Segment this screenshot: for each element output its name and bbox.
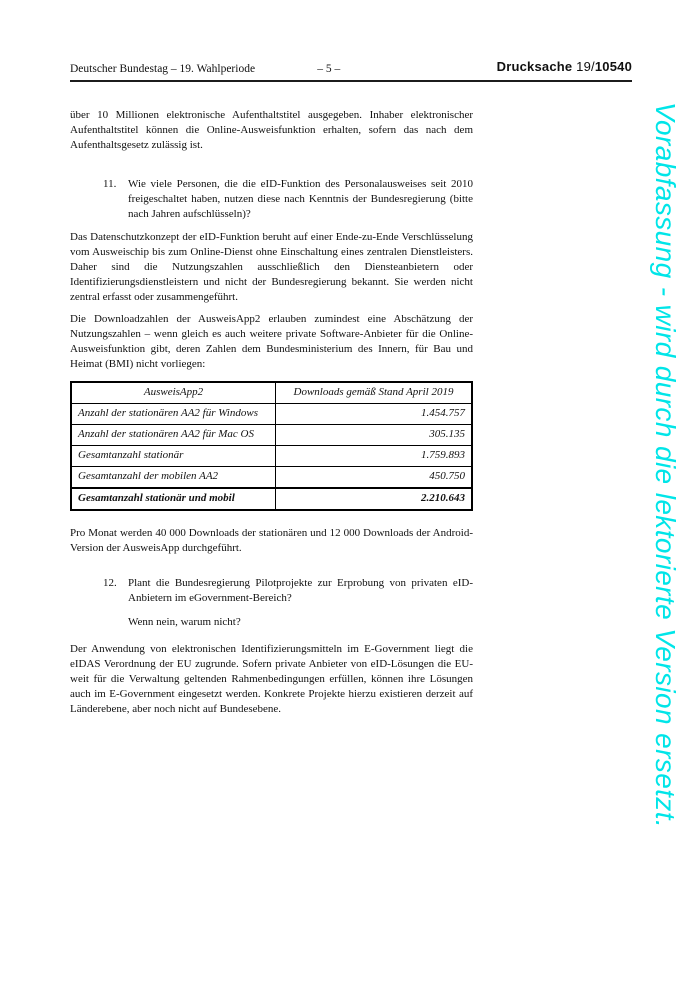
header-left-text: Deutscher Bundestag – 19. Wahlperiode bbox=[70, 63, 256, 75]
doc-number: 10540 bbox=[594, 59, 632, 74]
question-11-number: 11. bbox=[103, 178, 117, 190]
row-value: 1.454.757 bbox=[276, 404, 473, 425]
question-12 bbox=[103, 576, 473, 606]
table-total-row bbox=[71, 488, 472, 510]
row-value: 1.759.893 bbox=[276, 446, 473, 467]
answer-11-paragraph-3: Pro Monat werden 40 000 Downloads der stationären und 12 000 Downloads der Android-Version der AusweisApp durchgeführt. bbox=[70, 527, 473, 554]
row-label: Anzahl der stationären AA2 für Windows bbox=[71, 404, 276, 425]
doc-number-prefix: 19/ bbox=[576, 59, 595, 74]
answer-11-paragraph-2: Die Downloadzahlen der AusweisApp2 erlauben zumindest eine Abschätzung der Nutzungszahlen – wenn gleich es auch weitere private Software-Anbieter für die Online-Ausweisfunktion gibt, deren Zahlen dem Bundesministerium des Innern, für Bau und Heimat (BMI) nicht vorliegen: bbox=[70, 313, 473, 370]
question-12-number: 12. bbox=[103, 577, 117, 589]
row-value: 2.210.643 bbox=[276, 488, 473, 510]
row-value: 305.135 bbox=[276, 425, 473, 446]
row-label: Gesamtanzahl der mobilen AA2 bbox=[71, 467, 276, 489]
downloads-table bbox=[70, 381, 473, 511]
answer-11-paragraph-1: Das Datenschutzkonzept der eID-Funktion beruht auf einer Ende-zu-Ende Verschlüsselung vom Ausweischip bis zum Online-Dienst ohne Einschaltung eines zentralen Dienstleisters. Daher sind die Nutzungszahlen ausschließlich den Diensteanbietern oder Identifizierungsdienstleistern und nicht der Bundesregierung bekannt. Sie werden nicht zentral erfasst oder zusammengeführt. bbox=[70, 231, 473, 303]
row-label: Gesamtanzahl stationär und mobil bbox=[71, 488, 276, 510]
table-header-row bbox=[71, 382, 472, 404]
content-column bbox=[70, 108, 473, 717]
answer-12-paragraph: Der Anwendung von elektronischen Identifizierungsmitteln im E-Government liegt die eIDAS Verordnung der EU zugrunde. Sofern private Anbieter von eID-Lösungen die EU-weit für die Verwaltung geltenden Rahmenbedingungen erfüllen, können ihre Lösungen auch im E-Government eingesetzt werden. Konkrete Projekte hierzu existieren derzeit auf Länderebene, aber noch nicht auf Bundesebene. bbox=[70, 643, 473, 715]
table-header-app: AusweisApp2 bbox=[71, 382, 276, 404]
question-12-text: Plant die Bundesregierung Pilotprojekte zur Erprobung von privaten eID-Anbietern im eGovernment-Bereich? bbox=[128, 577, 473, 604]
vorabfassung-watermark: Vorabfassung - wird durch die lektorierte Version ersetzt. bbox=[650, 102, 681, 829]
row-label: Anzahl der stationären AA2 für Mac OS bbox=[71, 425, 276, 446]
table-row bbox=[71, 467, 472, 489]
table-row bbox=[71, 404, 472, 425]
table-row bbox=[71, 425, 472, 446]
question-11-text: Wie viele Personen, die die eID-Funktion des Personalausweises seit 2010 freigeschaltet haben, nutzen diese nach Kenntnis der Bundesregierung (bitte nach Jahren aufschlüsseln)? bbox=[128, 178, 473, 220]
question-12-followup: Wenn nein, warum nicht? bbox=[128, 616, 241, 628]
question-11 bbox=[103, 177, 473, 222]
page-header bbox=[70, 59, 632, 82]
doc-number-block bbox=[497, 60, 632, 74]
page-number: – 5 – bbox=[317, 63, 341, 75]
table-row bbox=[71, 446, 472, 467]
doc-label: Drucksache bbox=[496, 59, 573, 74]
intro-paragraph: über 10 Millionen elektronische Aufenthaltstitel ausgegeben. Inhaber elektronischer Aufenthaltstitel können die Online-Ausweisfunktion erhalten, sofern das nach dem Aufenthaltsgesetz zulässig ist. bbox=[70, 109, 473, 151]
row-label: Gesamtanzahl stationär bbox=[71, 446, 276, 467]
table-header-downloads: Downloads gemäß Stand April 2019 bbox=[276, 382, 473, 404]
row-value: 450.750 bbox=[276, 467, 473, 489]
